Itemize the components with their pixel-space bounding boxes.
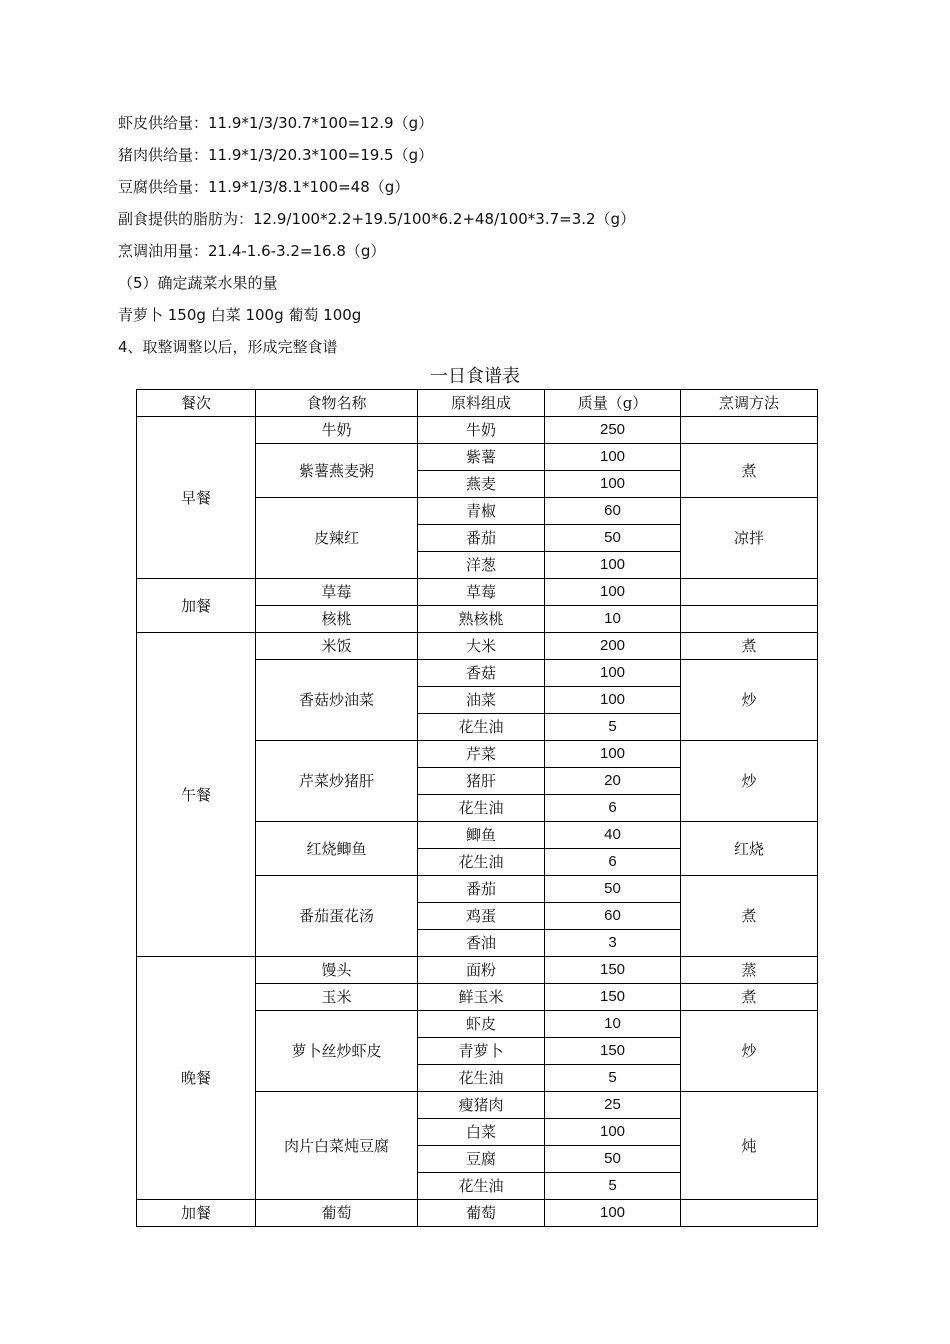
ingredient-cell: 青萝卜 <box>418 1038 545 1065</box>
quantity-cell: 50 <box>545 1146 681 1173</box>
header-meal: 餐次 <box>137 390 256 417</box>
dish-name-cell: 玉米 <box>256 984 418 1011</box>
quantity-cell: 200 <box>545 633 681 660</box>
ingredient-cell: 面粉 <box>418 957 545 984</box>
dish-name-cell: 萝卜丝炒虾皮 <box>256 1011 418 1092</box>
dish-name-cell: 核桃 <box>256 606 418 633</box>
method-cell: 炒 <box>681 1011 818 1092</box>
method-cell: 蒸 <box>681 957 818 984</box>
method-cell: 煮 <box>681 984 818 1011</box>
quantity-cell: 100 <box>545 579 681 606</box>
dish-name-cell: 肉片白菜炖豆腐 <box>256 1092 418 1200</box>
method-cell: 炒 <box>681 741 818 822</box>
table-header-row <box>137 390 818 417</box>
quantity-cell: 50 <box>545 525 681 552</box>
tofu-supply-line: 豆腐供给量：11.9*1/3/8.1*100=48（g） <box>118 178 410 196</box>
method-cell <box>681 579 818 606</box>
ingredient-cell: 花生油 <box>418 1065 545 1092</box>
table-row <box>137 633 818 660</box>
dish-name-cell: 米饭 <box>256 633 418 660</box>
ingredient-cell: 鸡蛋 <box>418 903 545 930</box>
step4-heading: 4、取整调整以后，形成完整食谱 <box>118 338 338 356</box>
ingredient-cell: 香菇 <box>418 660 545 687</box>
dish-name-cell: 牛奶 <box>256 417 418 444</box>
quantity-cell: 250 <box>545 417 681 444</box>
side-fat-line: 副食提供的脂肪为：12.9/100*2.2+19.5/100*6.2+48/100*3.7=3.2（g） <box>118 210 636 228</box>
method-cell: 炖 <box>681 1092 818 1200</box>
quantity-cell: 60 <box>545 498 681 525</box>
quantity-cell: 5 <box>545 1065 681 1092</box>
quantity-cell: 50 <box>545 876 681 903</box>
ingredient-cell: 虾皮 <box>418 1011 545 1038</box>
shrimp-supply-line: 虾皮供给量：11.9*1/3/30.7*100=12.9（g） <box>118 114 434 132</box>
quantity-cell: 25 <box>545 1092 681 1119</box>
pork-supply-line: 猪肉供给量：11.9*1/3/20.3*100=19.5（g） <box>118 146 434 164</box>
method-cell: 煮 <box>681 876 818 957</box>
header-ingredient: 原料组成 <box>418 390 545 417</box>
quantity-cell: 100 <box>545 444 681 471</box>
table-row <box>137 417 818 444</box>
ingredient-cell: 花生油 <box>418 1173 545 1200</box>
veg-fruit-line: 青萝卜 150g 白菜 100g 葡萄 100g <box>118 306 362 324</box>
ingredient-cell: 番茄 <box>418 876 545 903</box>
header-quantity: 质量（g） <box>545 390 681 417</box>
method-cell: 红烧 <box>681 822 818 876</box>
quantity-cell: 20 <box>545 768 681 795</box>
ingredient-cell: 鲜玉米 <box>418 984 545 1011</box>
step5-heading: （5）确定蔬菜水果的量 <box>118 274 278 292</box>
ingredient-cell: 牛奶 <box>418 417 545 444</box>
quantity-cell: 150 <box>545 957 681 984</box>
quantity-cell: 100 <box>545 687 681 714</box>
dish-name-cell: 香菇炒油菜 <box>256 660 418 741</box>
table-row <box>137 957 818 984</box>
ingredient-cell: 大米 <box>418 633 545 660</box>
quantity-cell: 10 <box>545 1011 681 1038</box>
quantity-cell: 100 <box>545 660 681 687</box>
quantity-cell: 10 <box>545 606 681 633</box>
quantity-cell: 5 <box>545 1173 681 1200</box>
meal-cell: 加餐 <box>137 1200 256 1227</box>
ingredient-cell: 花生油 <box>418 849 545 876</box>
ingredient-cell: 紫薯 <box>418 444 545 471</box>
quantity-cell: 6 <box>545 849 681 876</box>
cooking-oil-line: 烹调油用量：21.4-1.6-3.2=16.8（g） <box>118 242 386 260</box>
dish-name-cell: 草莓 <box>256 579 418 606</box>
ingredient-cell: 青椒 <box>418 498 545 525</box>
quantity-cell: 3 <box>545 930 681 957</box>
ingredient-cell: 燕麦 <box>418 471 545 498</box>
table-caption: 一日食谱表 <box>430 366 520 387</box>
header-method: 烹调方法 <box>681 390 818 417</box>
method-cell: 煮 <box>681 633 818 660</box>
dish-name-cell: 紫薯燕麦粥 <box>256 444 418 498</box>
quantity-cell: 40 <box>545 822 681 849</box>
ingredient-cell: 熟核桃 <box>418 606 545 633</box>
menu-table <box>136 389 818 1227</box>
ingredient-cell: 番茄 <box>418 525 545 552</box>
quantity-cell: 100 <box>545 471 681 498</box>
header-food-name: 食物名称 <box>256 390 418 417</box>
ingredient-cell: 葡萄 <box>418 1200 545 1227</box>
ingredient-cell: 洋葱 <box>418 552 545 579</box>
dish-name-cell: 芹菜炒猪肝 <box>256 741 418 822</box>
ingredient-cell: 鲫鱼 <box>418 822 545 849</box>
ingredient-cell: 香油 <box>418 930 545 957</box>
method-cell <box>681 417 818 444</box>
meal-cell: 晚餐 <box>137 957 256 1200</box>
quantity-cell: 5 <box>545 714 681 741</box>
ingredient-cell: 油菜 <box>418 687 545 714</box>
ingredient-cell: 花生油 <box>418 795 545 822</box>
ingredient-cell: 花生油 <box>418 714 545 741</box>
quantity-cell: 100 <box>545 552 681 579</box>
quantity-cell: 100 <box>545 1119 681 1146</box>
quantity-cell: 100 <box>545 1200 681 1227</box>
table-row <box>137 1200 818 1227</box>
meal-cell: 早餐 <box>137 417 256 579</box>
ingredient-cell: 豆腐 <box>418 1146 545 1173</box>
method-cell: 凉拌 <box>681 498 818 579</box>
method-cell: 煮 <box>681 444 818 498</box>
quantity-cell: 100 <box>545 741 681 768</box>
table-row <box>137 579 818 606</box>
method-cell: 炒 <box>681 660 818 741</box>
quantity-cell: 6 <box>545 795 681 822</box>
ingredient-cell: 芹菜 <box>418 741 545 768</box>
method-cell <box>681 606 818 633</box>
ingredient-cell: 猪肝 <box>418 768 545 795</box>
quantity-cell: 60 <box>545 903 681 930</box>
ingredient-cell: 白菜 <box>418 1119 545 1146</box>
meal-cell: 加餐 <box>137 579 256 633</box>
quantity-cell: 150 <box>545 1038 681 1065</box>
dish-name-cell: 皮辣红 <box>256 498 418 579</box>
dish-name-cell: 红烧鲫鱼 <box>256 822 418 876</box>
dish-name-cell: 葡萄 <box>256 1200 418 1227</box>
dish-name-cell: 番茄蛋花汤 <box>256 876 418 957</box>
ingredient-cell: 草莓 <box>418 579 545 606</box>
dish-name-cell: 馒头 <box>256 957 418 984</box>
meal-cell: 午餐 <box>137 633 256 957</box>
ingredient-cell: 瘦猪肉 <box>418 1092 545 1119</box>
quantity-cell: 150 <box>545 984 681 1011</box>
method-cell <box>681 1200 818 1227</box>
table-body <box>137 417 818 1227</box>
